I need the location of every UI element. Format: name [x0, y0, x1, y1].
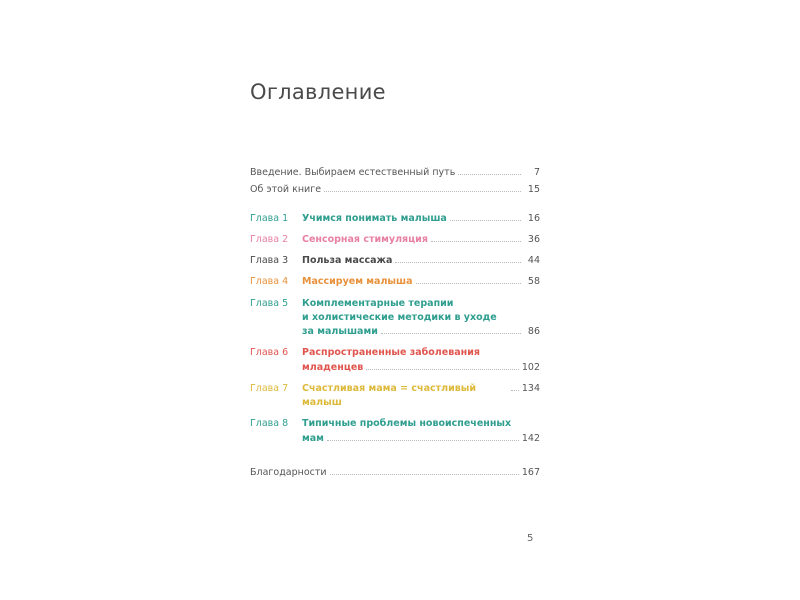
chapter-title: Массируем малыша	[302, 276, 413, 288]
chapter-title-line-2: младенцев	[302, 361, 364, 373]
toc-entry-page: 15	[527, 184, 540, 196]
toc-chapter-6[interactable]	[250, 346, 540, 375]
chapter-number-label: Глава 5	[250, 297, 289, 309]
toc-entry-label: Введение. Выбираем естественный путь	[250, 167, 456, 178]
toc-entry-intro[interactable]	[250, 166, 540, 180]
chapter-title: Типичные проблемы новоиспеченных	[302, 418, 512, 430]
dot-leader	[450, 220, 521, 221]
front-matter-list	[250, 166, 540, 198]
dot-leader	[511, 390, 519, 391]
dot-leader	[431, 241, 521, 242]
toc-entry-page: 167	[521, 466, 540, 478]
page-title: Оглавление	[250, 80, 386, 104]
toc-entry-about-book[interactable]	[250, 183, 540, 197]
chapter-page: 44	[527, 255, 540, 266]
dot-leader	[416, 283, 521, 284]
dot-leader	[366, 369, 519, 370]
toc-chapter-5[interactable]	[250, 297, 540, 340]
chapter-title: Польза массажа	[302, 255, 393, 266]
toc-entry-page: 7	[533, 167, 540, 178]
toc-chapter-8[interactable]	[250, 417, 540, 446]
chapter-title: Сенсорная стимуляция	[302, 233, 428, 245]
toc-chapter-3[interactable]	[250, 254, 540, 268]
chapter-page: 134	[521, 382, 540, 394]
chapter-number-label: Глава 4	[250, 276, 289, 288]
chapter-number-label: Глава 1	[250, 212, 289, 224]
chapter-page: 142	[521, 432, 540, 444]
chapter-number-label: Глава 6	[250, 347, 289, 359]
toc-chapter-7[interactable]	[250, 382, 540, 411]
toc-chapter-4[interactable]	[250, 275, 540, 289]
chapter-page: 86	[527, 326, 540, 337]
chapter-number-label: Глава 7	[250, 382, 289, 394]
chapter-title: Учимся понимать малыша	[302, 212, 447, 224]
dot-leader	[381, 333, 521, 334]
dot-leader	[330, 474, 519, 475]
chapter-page: 36	[527, 233, 540, 245]
dot-leader	[327, 440, 519, 441]
dot-leader	[458, 174, 521, 175]
chapter-list	[250, 212, 540, 446]
table-of-contents	[250, 80, 540, 482]
toc-entry-acknowledgements[interactable]	[250, 466, 540, 480]
page-number: 5	[527, 533, 534, 544]
toc-entry-label: Об этой книге	[250, 184, 322, 196]
chapter-number-label: Глава 2	[250, 233, 289, 245]
chapter-title-line-2: и холистические методики в уходе	[302, 311, 497, 323]
chapter-page: 58	[527, 276, 540, 288]
dot-leader	[324, 191, 521, 192]
dot-leader	[395, 262, 521, 263]
toc-chapter-1[interactable]	[250, 212, 540, 226]
chapter-title: Комплементарные терапии	[302, 297, 454, 309]
chapter-page: 16	[527, 212, 540, 224]
chapter-title: Счастливая мама = счастливый малыш	[302, 382, 476, 408]
toc-chapter-2[interactable]	[250, 233, 540, 247]
chapter-page: 102	[521, 361, 540, 373]
chapter-title: Распространенные заболевания	[302, 347, 480, 359]
chapter-number-label: Глава 3	[250, 255, 289, 266]
chapter-title-line-3: за малышами	[302, 326, 378, 337]
toc-entry-label: Благодарности	[250, 466, 327, 478]
chapter-title-line-2: мам	[302, 432, 324, 444]
chapter-number-label: Глава 8	[250, 418, 289, 430]
